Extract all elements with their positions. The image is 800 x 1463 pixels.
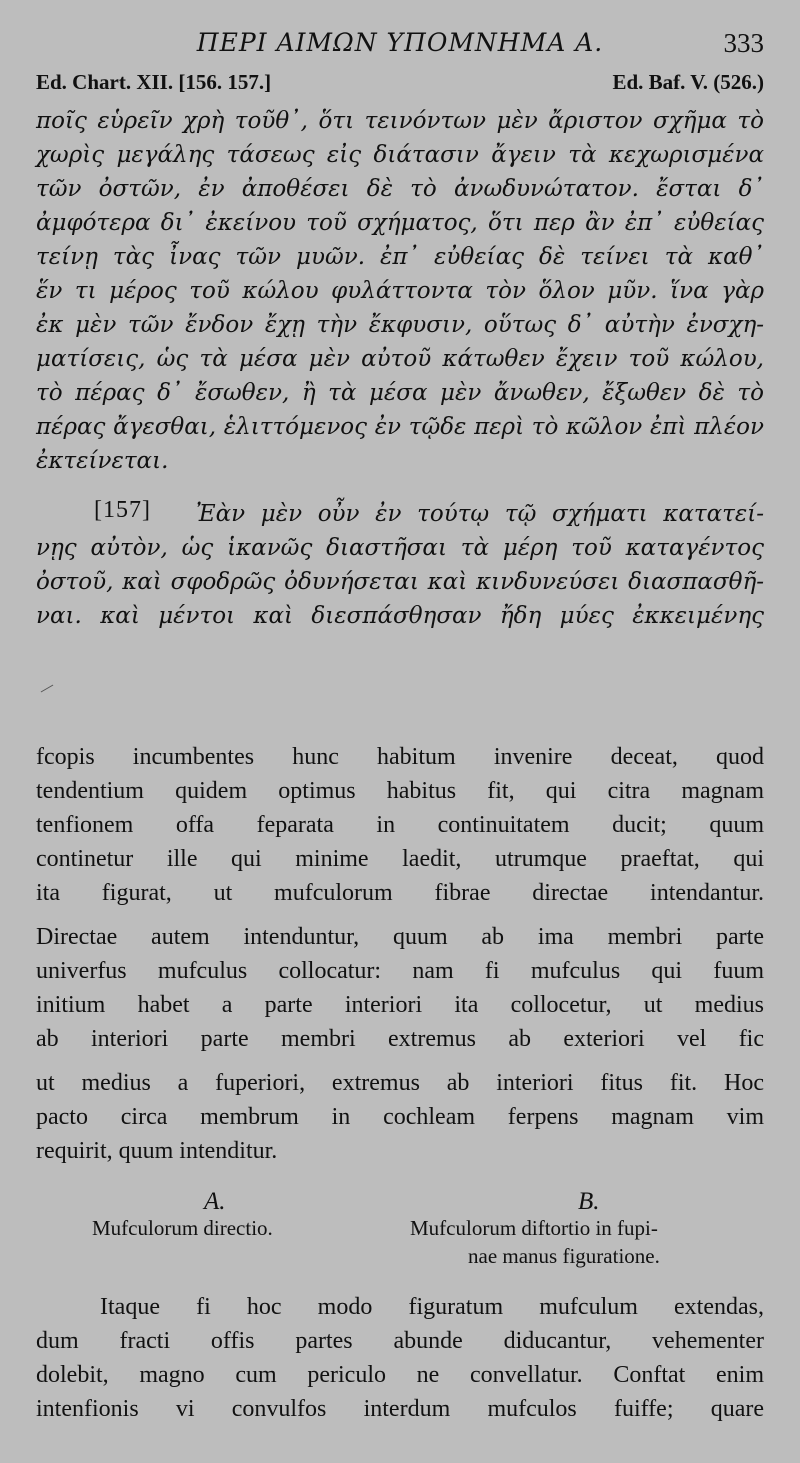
- latin-line: tenfionem offa feparata in continuitatem ducit; quum: [36, 812, 764, 838]
- greek-line: ὀστοῦ, καὶ σφοδρῶς ὀδυνήσεται καὶ κινδυνεύσει διασπασθῆ-: [36, 569, 764, 595]
- running-title: ΠΕΡΙ ΑΙΜΩΝ ΥΠΟΜΝΗΜΑ Α.: [196, 28, 604, 57]
- figure-a-caption: Mufculorum directio.: [92, 1216, 273, 1240]
- figure-a-label: A.: [204, 1188, 226, 1215]
- greek-line: τὸ πέρας δ᾽ ἔσωθεν, ἢ τὰ μέσα μὲν ἄνωθεν, ἔξωθεν δὲ τὸ: [36, 380, 764, 406]
- latin-line: Directae autem intenduntur, quum ab ima membri parte: [36, 924, 764, 950]
- greek-line: χωρὶς μεγάλης τάσεως εἰς διάτασιν ἄγειν τὰ κεχωρισμένα: [36, 142, 764, 168]
- latin-line: initium habet a parte interiori ita collocetur, ut medius: [36, 992, 764, 1018]
- latin-line: requirit, quum intenditur.: [36, 1138, 278, 1164]
- running-head: [36, 24, 764, 64]
- latin-line: ut medius a fuperiori, extremus ab interiori fitus fit. Hoc: [36, 1070, 764, 1096]
- chartier-page-marker: [157]: [94, 497, 151, 523]
- greek-line: ματίσεις, ὡς τὰ μέσα μὲν αὐτοῦ κάτωθεν ἔχειν τοῦ κώλου,: [36, 346, 764, 372]
- latin-line: continetur ille qui minime laedit, utrumque praeftat, qui: [36, 846, 764, 872]
- latin-line: intenfionis vi convulfos interdum mufculos fuiffe; quare: [36, 1396, 764, 1422]
- edition-references: [36, 70, 764, 100]
- latin-line: dum fracti offis partes abunde diducantur, vehementer: [36, 1328, 764, 1354]
- latin-line: Itaque fi hoc modo figuratum mufculum extendas,: [100, 1294, 764, 1320]
- latin-line: tendentium quidem optimus habitus fit, qui citra magnam: [36, 778, 764, 804]
- edition-chartier-ref: Ed. Chart. XII. [156. 157.]: [36, 70, 272, 94]
- latin-line: univerfus mufculus collocatur: nam fi mufculus qui fuum: [36, 958, 764, 984]
- edition-basel-ref: Ed. Baf. V. (526.): [612, 70, 764, 94]
- greek-line: ναι. καὶ μέντοι καὶ διεσπάσθησαν ἤδη μύες ἐκκειμένης: [36, 603, 764, 629]
- greek-line: τείνῃ τὰς ἶνας τῶν μυῶν. ἐπ᾽ εὐθείας δὲ τείνει τὰ καθ᾽: [36, 244, 764, 270]
- greek-line: ἀμφότερα δι᾽ ἐκείνου τοῦ σχήματος, ὅτι περ ἂν ἐπ᾽ εὐθείας: [36, 210, 764, 236]
- section-divider-mark: [41, 685, 54, 693]
- greek-line: πέρας ἄγεσθαι, ἑλιττόμενος ἐν τῷδε περὶ τὸ κῶλον ἐπὶ πλέον: [36, 414, 764, 440]
- figure-b-caption-line-2: nae manus figuratione.: [468, 1244, 660, 1268]
- figure-b-label: B.: [578, 1188, 600, 1215]
- greek-line: ἕν τι μέρος τοῦ κώλου φυλάττοντα τὸν ὅλον μῦν. ἵνα γὰρ: [36, 278, 764, 304]
- latin-line: ita figurat, ut mufculorum fibrae directae intendantur.: [36, 880, 764, 906]
- latin-line: fcopis incumbentes hunc habitum invenire deceat, quod: [36, 744, 764, 770]
- latin-line: dolebit, magno cum periculo ne convellatur. Conftat enim: [36, 1362, 764, 1388]
- greek-line: ἐκτείνεται.: [36, 448, 169, 474]
- page-number: 333: [723, 28, 764, 58]
- greek-line: ἐκ μὲν τῶν ἔνδον ἔχῃ τὴν ἔκφυσιν, οὕτως δ᾽ αὐτὴν ἐνσχη-: [36, 312, 764, 338]
- greek-line: Ἐὰν μὲν οὖν ἐν τούτῳ τῷ σχήματι κατατεί-: [196, 501, 764, 527]
- greek-line: ποῖς εὑρεῖν χρὴ τοῦθ᾽, ὅτι τεινόντων μὲν ἄριστον σχῆμα τὸ: [36, 108, 764, 134]
- greek-line: τῶν ὀστῶν, ἐν ἀποθέσει δὲ τὸ ἀνωδυνώτατον. ἔσται δ᾽: [36, 176, 764, 202]
- figure-b-caption-line-1: Mufculorum diftortio in fupi-: [410, 1216, 658, 1240]
- greek-line: νῃς αὐτὸν, ὡς ἱκανῶς διαστῆσαι τὰ μέρη τοῦ καταγέντος: [36, 535, 764, 561]
- latin-line: ab interiori parte membri extremus ab exteriori vel fic: [36, 1026, 764, 1052]
- latin-line: pacto circa membrum in cochleam ferpens magnam vim: [36, 1104, 764, 1130]
